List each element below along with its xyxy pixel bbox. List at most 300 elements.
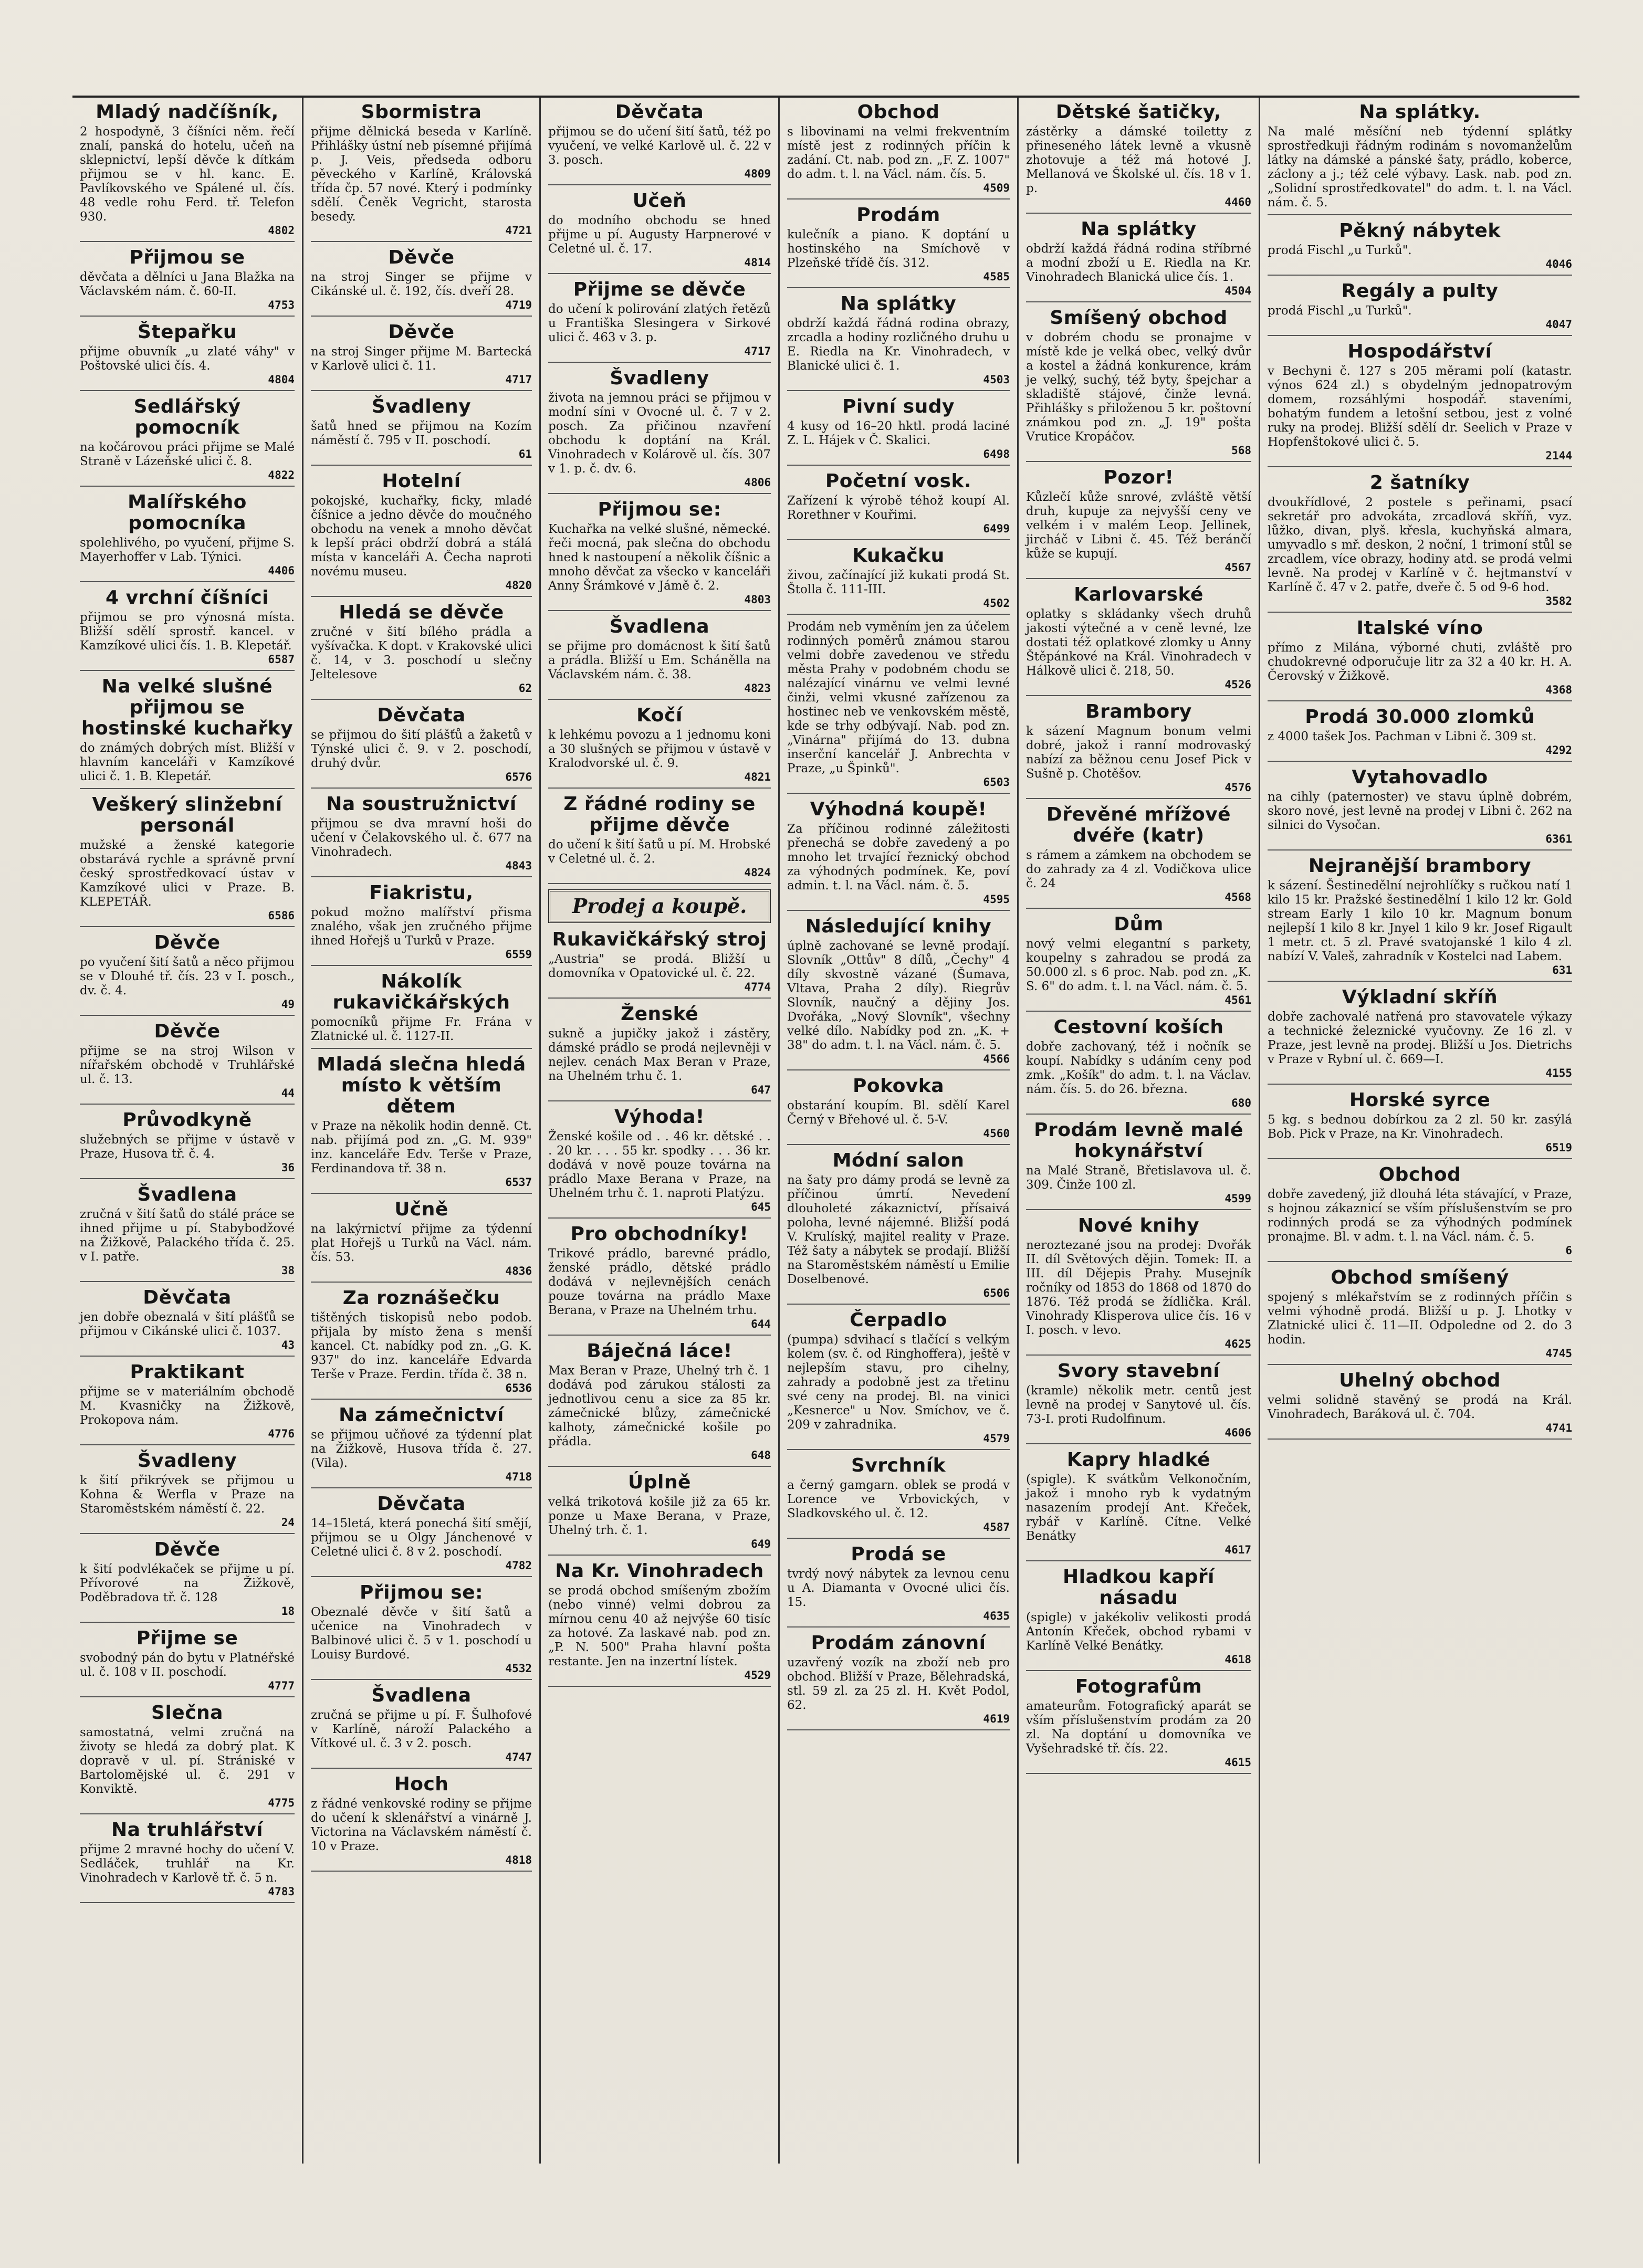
classified-ad xyxy=(548,368,771,494)
ad-number: 4599 xyxy=(1225,1192,1251,1205)
ad-text: přijme se na stroj Wilson v nířařském obchodě v Truhlářské ul. č. 13. xyxy=(80,1044,295,1086)
ad-title: Prodá 30.000 zlomků xyxy=(1305,706,1535,728)
ad-number: 24 xyxy=(281,1516,295,1529)
ad-text: na šaty pro dámy prodá se levně za příčinou úmrtí. Nevedení dlouholeté zákaznictví, přísaivá poloha, levné nájemné. Bližší podá V. Krulíský, majitel reality v Praze. Též šaty a nábytek se prodají. Bližší na Staroměstském náměstí u Emilie Doselbenové. xyxy=(787,1173,1010,1286)
classified-ad xyxy=(311,1494,532,1577)
ad-title: Učně xyxy=(394,1199,448,1220)
ad-text: po vyučení šití šatů a něco přijmou se v Dlouhé tř. čís. 23 v I. posch., dv. č. 4. xyxy=(80,956,295,998)
ad-title: Na splátky xyxy=(1081,218,1197,240)
classified-ad xyxy=(80,587,295,671)
ad-title: Hotelní xyxy=(382,470,461,492)
ad-title: Cestovní koších xyxy=(1053,1016,1224,1038)
ad-text: sukně a jupičky jakož i zástěry, dámské prádlo se prodá nejlevněji v nejlev. cenách Max Beran v Praze, na Uhelném trhu č. 1. xyxy=(548,1027,771,1083)
ad-number: 6503 xyxy=(983,776,1010,789)
ad-number: 568 xyxy=(1231,444,1251,457)
ad-title: Svrchník xyxy=(851,1455,946,1476)
ad-text: spojený s mlékařstvím se z rodinných příčin s velmi výhodně prodá. Bližší u p. J. Lhotky v Zlatnické ulici č. 11—II. Odpoledne od 2. do 3 hodin. xyxy=(1268,1290,1572,1347)
ad-text: (pumpa) sdvihací s tlačící s velkým kolem (sv. č. od Ringhoffera), ještě v nejlepším stavu, pro cihelny, zahrady a podobně jest za třetinu své ceny na prodej. Bl. na vinici „Kesnerce" u Nov. Smíchov, ve č. 209 v zahradnika. xyxy=(787,1333,1010,1432)
ad-number: 4615 xyxy=(1225,1756,1251,1769)
ad-number: 4824 xyxy=(744,866,771,879)
ad-number: 6537 xyxy=(505,1176,532,1189)
ad-text: (spigle) v jakékoliv velikosti prodá Antonín Křeček, obchod rybami v Karlíně Velké Benátky. xyxy=(1026,1611,1251,1653)
ad-title: Učeň xyxy=(632,190,687,212)
classified-ad xyxy=(548,1107,771,1219)
classified-ad xyxy=(548,1224,771,1336)
classified-ad xyxy=(80,1021,295,1105)
classified-ad xyxy=(787,1150,1010,1305)
ad-title: Přijme se děvče xyxy=(573,279,746,300)
ad-number: 4618 xyxy=(1225,1653,1251,1666)
ad-number: 4576 xyxy=(1225,781,1251,794)
classified-ad xyxy=(787,205,1010,288)
ad-text: a černý gamgarn. oblek se prodá v Lorence ve Vrbovických, v Sladkovského ul. č. 12. xyxy=(787,1478,1010,1520)
classified-ad xyxy=(311,883,532,966)
ad-number: 4823 xyxy=(744,682,771,695)
ad-number: 4803 xyxy=(744,593,771,606)
ad-number: 4775 xyxy=(268,1797,295,1809)
ad-title: Děvčata xyxy=(615,101,704,123)
ad-text: 4 kusy od 16–20 hktl. prodá laciné Z. L. Hájek v Č. Skalici. xyxy=(787,419,1010,447)
classified-ad xyxy=(548,794,771,884)
ad-number: 4753 xyxy=(268,299,295,311)
classified-ad xyxy=(1026,804,1251,909)
ad-title: Na Kr. Vinohradech xyxy=(555,1560,764,1582)
classified-ad xyxy=(548,191,771,274)
ad-title: Mladý nadčíšník, xyxy=(96,101,279,123)
ad-title: Sedlářský pomocník xyxy=(133,396,241,438)
ad-title: 4 vrchní číšníci xyxy=(105,587,269,608)
ad-text: „Austria" se prodá. Bližší u domovníka v Opatovické ul. č. 22. xyxy=(548,952,771,980)
ad-text: Max Beran v Praze, Uhelný trh č. 1 dodává pod zárukou stálosti za jednotlivou cenu a sice za 85 kr. zámečnické blůzy, zámečnické kalhoty, zámečnické košile po přádla. xyxy=(548,1364,771,1448)
ad-text: oplatky s skládanky všech druhů jakosti výtečné a v ceně levné, lze dostati též oplatkové zlomky u Anny Štěpánkové na Král. Vinohradech v Hálkově ulici č. 218, 50. xyxy=(1026,607,1251,678)
ad-title: Smíšený obchod xyxy=(1050,307,1228,329)
ad-title: Švadlena xyxy=(137,1184,237,1205)
ad-text: s libovinami na velmi frekventním místě jest z rodinných příčin k zadání. Ct. nab. pod zn. „F. Z. 1007" do adm. t. l. na Václ. nám. čís. 5. xyxy=(787,125,1010,181)
ad-number: 4745 xyxy=(1545,1347,1572,1360)
ad-number: 4046 xyxy=(1545,258,1572,270)
ad-title: Mladá slečna hledá místo k větším dětem xyxy=(317,1054,526,1117)
ad-column-2 xyxy=(304,98,541,2164)
ad-title: Ženské xyxy=(621,1003,698,1025)
classified-ad xyxy=(311,1405,532,1488)
ad-text: zručné v šití bílého prádla a vyšívačka. K dopt. v Krakovské ulici č. 14, v 3. poschodí u slečny Jeltelesove xyxy=(311,625,532,681)
classified-ad xyxy=(80,794,295,927)
ad-text: nový velmi elegantní s parkety, koupelny s zahradou se prodá za 50.000 zl. s 6 proc. Nab. pod zn. „K. S. 6" do adm. t. l. na Václ. nám. č. 5. xyxy=(1026,937,1251,993)
ad-number: 4836 xyxy=(505,1265,532,1277)
ad-title: Prodám levně malé hokynářství xyxy=(1034,1119,1243,1162)
classified-ad xyxy=(80,102,295,242)
ad-text: Kůzlečí kůže snrové, zvláště větší druh, kupuje za nejvyšší ceny ve velkém i v malém Leop. Jellinek, jircháč v Libni č. 45. Též beránčí kůže se kupují. xyxy=(1026,490,1251,561)
ad-title: Přijmou se: xyxy=(598,499,721,520)
ad-text: s rámem a zámkem na obchodem se do zahrady za 4 zl. Vodičkova ulice č. 24 xyxy=(1026,848,1251,890)
classified-ad xyxy=(1026,701,1251,799)
ad-number: 4741 xyxy=(1545,1422,1572,1434)
classified-ad xyxy=(548,499,771,611)
ad-text: prodá Fischl „u Turků". xyxy=(1268,304,1412,318)
ad-title: Slečna xyxy=(151,1702,223,1724)
classified-ad xyxy=(80,1703,295,1814)
ad-text: Obeznalé děvče v šití šatů a učenice na Vinohradech v Balbinové ulici č. 5 v 1. poschodí u Louisy Burdové. xyxy=(311,1605,532,1662)
classified-ad xyxy=(80,1184,295,1282)
ad-title: Prodám zánovní xyxy=(811,1632,986,1654)
ad-text: kulečník a piano. K doptání u hostinského na Smíchově v Plzeňské třídě čís. 312. xyxy=(787,228,1010,270)
classified-ad xyxy=(311,1199,532,1283)
classified-ad xyxy=(1026,308,1251,462)
classified-ad xyxy=(80,932,295,1016)
ad-text: děvčata a dělníci u Jana Blažka na Václavském nám. č. 60-II. xyxy=(80,270,295,298)
ad-title: Švadlena xyxy=(609,616,710,637)
ad-title: Nákolík rukavičkářských xyxy=(332,971,510,1013)
ad-text: přijmou se dva mravní hoši do učení v Čelakovského ul. č. 677 na Vinohradech. xyxy=(311,817,532,859)
classified-ad xyxy=(787,102,1010,200)
classified-ad xyxy=(80,1110,295,1179)
ad-number: 4047 xyxy=(1545,318,1572,331)
classified-ad xyxy=(787,1633,1010,1730)
classified-ad xyxy=(1026,467,1251,579)
ad-text: pokud možno malířství přisma znalého, však jen zručného přijme ihned Hořejš u Turků v Praze. xyxy=(311,906,532,948)
ad-number: 4718 xyxy=(505,1471,532,1483)
ad-title: Pivní sudy xyxy=(842,396,955,417)
ad-number: 4561 xyxy=(1225,994,1251,1006)
ad-title: Štepařku xyxy=(138,321,237,343)
ad-number: 644 xyxy=(751,1318,771,1330)
ad-text: přijme 2 mravné hochy do učení V. Sedláček, truhlář na Kr. Vinohradech v Karlově tř. č. 5 n. xyxy=(80,1843,295,1885)
ad-title: Na splátky xyxy=(840,293,957,314)
ad-text: na stroj Singer se přijme v Cikánské ul. č. 192, čís. dveří 28. xyxy=(311,270,532,298)
ad-title: Následující knihy xyxy=(805,916,992,937)
ad-text: k šití přikrývek se přijmou u Kohna & Werfla v Praze na Staroměstském náměstí č. 22. xyxy=(80,1474,295,1516)
ad-title: Na zámečnictví xyxy=(339,1404,504,1426)
ad-title: Regály a pulty xyxy=(1341,280,1499,302)
ad-text: obdrží každá řádná rodina stříbrné a modní zboží u E. Riedla na Kr. Vinohradech Blanická ulice čís. 1. xyxy=(1026,242,1251,284)
classified-ad xyxy=(311,396,532,466)
ad-title: Rukavičkářský stroj xyxy=(552,929,767,950)
ad-number: 4619 xyxy=(983,1713,1010,1725)
ad-title: Přijmou se: xyxy=(360,1582,483,1603)
ad-title: Fiakristu, xyxy=(369,882,474,904)
ad-text: jen dobře obeznalá v šití plášťů se přijmou v Cikánské ulici č. 1037. xyxy=(80,1310,295,1338)
ad-title: Hladkou kapří násadu xyxy=(1063,1566,1215,1609)
classified-ad xyxy=(80,396,295,487)
classified-ad xyxy=(787,1310,1010,1450)
ad-column-1 xyxy=(72,98,304,2164)
classified-ad xyxy=(80,1628,295,1697)
ad-number: 62 xyxy=(518,682,532,695)
classified-ad xyxy=(1026,1567,1251,1671)
ad-title: Obchod smíšený xyxy=(1331,1267,1509,1288)
ad-title: Švadleny xyxy=(137,1450,237,1472)
ad-text: spolehlivého, po vyučení, přijme S. Mayerhoffer v Lab. Týnici. xyxy=(80,536,295,564)
ad-number: 4529 xyxy=(744,1669,771,1682)
ad-title: Nové knihy xyxy=(1077,1215,1200,1236)
classified-ad xyxy=(1268,102,1572,215)
classified-ad xyxy=(1026,1120,1251,1210)
ad-text: obdrží každá řádná rodina obrazy, zrcadla a hodiny rozličného druhu u E. Riedla na Kr. Vinohradech, v Blanické ulici č. 1. xyxy=(787,317,1010,373)
ad-number: 36 xyxy=(281,1161,295,1174)
ad-text: se přijmou učňové za týdenní plat na Žižkově, Husova třída č. 27. (Vila). xyxy=(311,1428,532,1470)
ad-number: 6499 xyxy=(983,522,1010,535)
ad-text: zástěrky a dámské toiletty z přineseného látek levně a vkusně zhotovuje a též má hotové J. Mellanová ve Školské ul. čís. 18 v 1. p. xyxy=(1026,125,1251,195)
ad-number: 4809 xyxy=(744,167,771,180)
ad-number: 4155 xyxy=(1545,1067,1572,1079)
classified-ad xyxy=(311,1054,532,1194)
ad-text: se přijme pro domácnost k šití šatů a prádla. Bližší u Em. Schánělla na Václavském nám. č. 38. xyxy=(548,639,771,681)
ad-title: Kočí xyxy=(636,705,683,726)
ad-title: Výhoda! xyxy=(614,1106,705,1128)
ad-number: 4717 xyxy=(505,373,532,386)
classified-ad xyxy=(80,676,295,789)
ad-number: 61 xyxy=(518,448,532,460)
ad-title: Početní vosk. xyxy=(825,470,972,492)
ad-title: Prodám xyxy=(856,204,940,226)
ad-number: 4566 xyxy=(983,1053,1010,1065)
ad-title: Hledá se děvče xyxy=(339,602,504,623)
ad-number: 4406 xyxy=(268,564,295,577)
classified-ad xyxy=(548,705,771,789)
ad-text: (spigle). K svátkům Velkonočním, jakož i mnoho ryb k vydatným nasazením prodejí Ant. Křeček, rybář v Karlíně. Cítne. Velké Benátky xyxy=(1026,1473,1251,1543)
ad-number: 4292 xyxy=(1545,744,1572,757)
classified-ad xyxy=(1268,856,1572,982)
ad-number: 4747 xyxy=(505,1751,532,1763)
ad-text: v dobrém chodu se pronajme v místě kde je velká obec, velký dvůr a kostel a žádná konkurence, krám je velký, suchý, též byty, špejchar a skladiště stájové, činže levná. Přihlášky s přiloženou 5 kr. poštovní známkou pod zn. „J. 19" pošta Vrutice Kropáčov. xyxy=(1026,331,1251,444)
ad-number: 4579 xyxy=(983,1432,1010,1445)
ad-title: Švadleny xyxy=(610,368,709,389)
classified-ad xyxy=(1268,1267,1572,1365)
ad-title: Děvčata xyxy=(377,1493,466,1515)
ad-text: na Malé Straně, Břetislavova ul. č. 309. Činže 100 zl. xyxy=(1026,1164,1251,1192)
classified-ad xyxy=(787,916,1010,1070)
ad-column-6 xyxy=(1260,98,1579,2164)
ad-title: Děvče xyxy=(388,321,455,343)
ad-title: Pěkný nábytek xyxy=(1339,220,1501,242)
classified-ad xyxy=(1026,1450,1251,1561)
ad-number: 4587 xyxy=(983,1521,1010,1534)
ad-text: zručná se přijme u pí. F. Šulhofové v Karlíně, nároží Palackého a Vítkové ul. č. 3 v 2. posch. xyxy=(311,1708,532,1750)
ad-number: 648 xyxy=(751,1449,771,1462)
ad-number: 4717 xyxy=(744,345,771,358)
ad-number: 4820 xyxy=(505,579,532,592)
ad-title: Malířského pomocníka xyxy=(128,491,247,534)
ad-number: 4719 xyxy=(505,299,532,311)
ad-column-3 xyxy=(541,98,780,2164)
classified-ad xyxy=(80,322,295,391)
ad-number: 49 xyxy=(281,998,295,1011)
ad-title: Na velké slušné přijmou se hostinské kuchařky xyxy=(81,676,294,739)
ad-number: 6536 xyxy=(505,1382,532,1394)
classified-ad xyxy=(1268,1370,1572,1440)
ad-title: Za roznášečku xyxy=(342,1287,500,1309)
classified-ad xyxy=(311,794,532,877)
ad-title: Prodá se xyxy=(851,1544,946,1565)
ad-number: 6576 xyxy=(505,771,532,783)
classified-ad xyxy=(1268,1090,1572,1159)
ad-title: Čerpadlo xyxy=(850,1309,947,1331)
classified-ad xyxy=(548,1004,771,1101)
classified-ad xyxy=(548,1561,771,1687)
ad-number: 4776 xyxy=(268,1427,295,1440)
ad-title: Kukačku xyxy=(852,545,945,566)
ad-text: neroztezané jsou na prodej: Dvořák II. díl Světových dějin. Tomek: II. a III. díl Dějepis Prahy. Musejník ročníky od 1853 do 1868 od 1870 do 1876. Též prodá se žídlička. Král. Vinohrady Klisperova ulice čís. 16 v I. posch. v levo. xyxy=(1026,1238,1251,1337)
ad-title: Dětské šatičky, xyxy=(1055,101,1222,123)
ad-text: Za příčinou rodinné záležitosti přenechá se dobře zavedený a po mnoho let trvající řeznický obchod za výhodných podmínek. Ke, poví admin. t. l. na Václ. nám. č. 5. xyxy=(787,822,1010,892)
ad-title: Děvče xyxy=(154,932,221,953)
classified-ad xyxy=(1268,1164,1572,1262)
classified-ad xyxy=(1268,281,1572,336)
classified-ad xyxy=(548,929,771,999)
ad-text: dobře zachovaný, též i nočník se koupí. Nabídky s udáním ceny pod zmk. „Košík" do adm. t. l. na Václav. nám. čís. 5. do 26. března. xyxy=(1026,1040,1251,1096)
ad-number: 4560 xyxy=(983,1127,1010,1140)
ad-number: 4806 xyxy=(744,476,771,489)
ad-text: na kočárovou práci přijme se Malé Straně v Lázeňské ulici č. 8. xyxy=(80,440,295,468)
ad-text: v Bechyni č. 127 s 205 měrami polí (katastr. výnos 624 zl.) s obydelným jednopatrovým domem, rozsáhlými hospodář. staveními, bohatým fundem a letošní setbou, jest z volné ruky na prodej. Bližší sdělí dr. Seelich v Praze v Hopfenštokové ulici č. 5. xyxy=(1268,364,1572,449)
classified-ad xyxy=(80,1451,295,1534)
ad-number: 4532 xyxy=(505,1662,532,1675)
ad-number: 680 xyxy=(1231,1097,1251,1109)
ad-number: 4606 xyxy=(1225,1426,1251,1439)
classified-ad xyxy=(311,705,532,789)
ad-title: Praktikant xyxy=(130,1361,245,1383)
ad-title: Svory stavební xyxy=(1057,1360,1220,1382)
ad-number: 4782 xyxy=(505,1559,532,1572)
ad-title: Hospodářství xyxy=(1347,341,1492,362)
ad-title: Průvodkyně xyxy=(122,1109,252,1131)
ad-text: přímo z Milána, výborné chuti, zvláště pro chudokrevné odporučuje litr za 32 a 40 kr. H. A. Čerovský v Žižkově. xyxy=(1268,641,1572,683)
ad-text: služebných se přijme v ústavě v Praze, Husova tř. č. 4. xyxy=(80,1133,295,1161)
ad-title: Nejranější brambory xyxy=(1308,855,1532,877)
ad-number: 647 xyxy=(751,1084,771,1096)
ad-title: Obchod xyxy=(1378,1164,1461,1185)
ad-number: 6 xyxy=(1565,1244,1572,1257)
ad-title: Děvče xyxy=(154,1021,221,1042)
ad-text: pomocníků přijme Fr. Frána v Zlatnické ul. č. 1127-II. xyxy=(311,1015,532,1043)
ad-title: Úplně xyxy=(628,1472,691,1493)
ad-number: 43 xyxy=(281,1339,295,1351)
ad-title: Módní salon xyxy=(832,1150,965,1171)
ad-text: amateurům. Fotografický aparát se vším příslušenstvím prodám za 20 zl. Na doptání u domovníka ve Vyšehradské tř. čís. 22. xyxy=(1026,1699,1251,1756)
ad-title: 2 šatníky xyxy=(1369,472,1470,494)
classified-ad xyxy=(787,1455,1010,1539)
ad-text: šatů hned se přijmou na Kozím náměstí č. 795 v II. poschodí. xyxy=(311,419,532,447)
ad-text: Na malé měsíční neb týdenní splátky sprostředkuji řádným rodinám s novomanželům látky na dámské a pánské šaty, prádlo, koberce, záclony a j.; též celé výbavy. Lask. nab. pod zn. „Solidní sprostředkovatel" do adm. t. l. na Václ. nám. č. 5. xyxy=(1268,125,1572,209)
ad-text: tvrdý nový nábytek za levnou cenu u A. Diamanta v Ovocné ulici čís. 15. xyxy=(787,1567,1010,1609)
classified-ad xyxy=(80,1539,295,1623)
ad-number: 631 xyxy=(1552,964,1572,976)
ad-title: Horské syrce xyxy=(1349,1089,1491,1111)
ad-number: 4617 xyxy=(1225,1544,1251,1556)
classified-ad xyxy=(311,971,532,1049)
ad-text: pokojské, kuchařky, ficky, mladé číšnice a jedno děvče do moučného obchodu na venek a mnoho děvčat k lepší práci obdrží dobrá a stálá místa v kanceláři A. Čecha naproti novému museu. xyxy=(311,494,532,579)
ad-text: obstarání koupím. Bl. sdělí Karel Černý v Břehové ul. č. 5-V. xyxy=(787,1099,1010,1127)
ad-title: Hoch xyxy=(394,1773,449,1795)
ad-text: přijmou se pro výnosná místa. Bližší sdělí sprostř. kancel. v Kamzíkové ulici čís. 1. B. Klepetář. xyxy=(80,611,295,653)
ad-title: Pozor! xyxy=(1103,467,1174,488)
classified-ad xyxy=(311,602,532,700)
classified-ad xyxy=(1268,987,1572,1085)
classified-ad xyxy=(1026,1676,1251,1774)
classified-ad xyxy=(80,1287,295,1357)
ad-text: Ženské košile od . . 46 kr. dětské . . . 20 kr. . . . 55 kr. spodky . . . 36 kr. dodává v nově pouze továrna na prádlo Maxe Berana v Praze, na Uhelném trhu č. 1. naproti Platýzu. xyxy=(548,1130,771,1200)
ad-number: 649 xyxy=(751,1538,771,1550)
classified-ad xyxy=(1026,1215,1251,1356)
ad-number: 4821 xyxy=(744,771,771,783)
ad-text: dobře zachovalé natřená pro stavovatele výkazy a technické železnické vyučovny. Ze 16 zl. v Praze, jest levně na prodej. Bližší u Jos. Dietrichs v Praze v Rybní ul. č. 669—I. xyxy=(1268,1010,1572,1066)
ad-number: 4818 xyxy=(505,1854,532,1866)
ad-number: 4783 xyxy=(268,1885,295,1898)
ad-title: Přijme se xyxy=(136,1628,238,1649)
ad-title: Děvče xyxy=(388,247,455,268)
ad-title: Dřevěné mřížové dvéře (katr) xyxy=(1046,804,1231,846)
ad-text: v Praze na několik hodin denně. Ct. nab. přijímá pod zn. „G. M. 939" inz. kanceláře Edv. Terše v Praze, Ferdinandova tř. 38 n. xyxy=(311,1119,532,1175)
ad-text: k sázení. Šestinedělní nejrohlíčky s ručkou natí 1 kilo 15 kr. Pražské šestinedělní 1 kilo 12 kr. Gold stream Early 1 kilo 10 kr. Magnum bonum nejlepší 1 kilo 8 kr. Jnyel 1 kilo 9 kr. Josef Rigault 1 metr. ct. 5 zl. Pravé svatojanské 1 kilo 4 zl. nabízí V. Valeš, zahradník v Kostelci nad Labem. xyxy=(1268,879,1572,963)
ad-number: 4802 xyxy=(268,224,295,237)
ad-number: 4526 xyxy=(1225,678,1251,691)
classified-ad xyxy=(548,1341,771,1467)
ad-title: Báječná láce! xyxy=(587,1340,732,1362)
ad-text: přijme se v materiálním obchodě M. Kvasničky na Žižkově, Prokopova nám. xyxy=(80,1385,295,1427)
ad-title: Na truhlářství xyxy=(111,1819,263,1841)
ad-title: Děvčata xyxy=(377,705,466,726)
ad-number: 4595 xyxy=(983,893,1010,906)
ad-number: 4585 xyxy=(983,270,1010,283)
classified-ad xyxy=(1026,219,1251,302)
ad-title: Přijmou se xyxy=(129,247,245,268)
ad-title: Pokovka xyxy=(852,1075,945,1097)
ad-column-4 xyxy=(780,98,1019,2164)
ad-number: 4774 xyxy=(744,981,771,993)
ad-text: zručná v šití šatů do stálé práce se ihned přijme u pí. Stabybodžové na Žižkově, Palackého třída č. 25. v I. patře. xyxy=(80,1208,295,1264)
classified-ad xyxy=(787,1076,1010,1145)
ad-number: 645 xyxy=(751,1201,771,1213)
ad-text: do známých dobrých míst. Bližší v hlavním kanceláři v Kamzíkové ulici č. 1. B. Klepetář. xyxy=(80,741,295,783)
classified-ad xyxy=(80,247,295,317)
ad-number: 4822 xyxy=(268,469,295,481)
classified-ad xyxy=(311,102,532,242)
ad-number: 4503 xyxy=(983,373,1010,386)
ad-number: 6506 xyxy=(983,1287,1010,1299)
ad-number: 4502 xyxy=(983,597,1010,610)
ad-number: 18 xyxy=(281,1605,295,1618)
ad-text: přijmou se do učení šití šatů, též po vyučení, ve velké Karlově ul. č. 22 v 3. posch. xyxy=(548,125,771,167)
ad-text: svobodný pán do bytu v Platnéřské ul. č. 108 v II. poschodí. xyxy=(80,1651,295,1679)
classified-ad xyxy=(787,799,1010,911)
ad-title: Karlovarské xyxy=(1074,584,1204,605)
classified-ad xyxy=(787,471,1010,540)
ad-title: Pro obchodníky! xyxy=(570,1223,749,1245)
ad-text: se prodá obchod smíšeným zbožím (nebo vinné) velmi dobrou za mírnou cenu 40 až nejvýše 60 tisíc za hotové. Za laskavé nab. pod zn. „P. N. 500" Praha hlavní pošta restante. Jen na inzertní lístek. xyxy=(548,1584,771,1668)
ad-number: 4814 xyxy=(744,256,771,269)
ad-text: velmi solidně stavěný se prodá na Král. Vinohradech, Baráková ul. č. 704. xyxy=(1268,1393,1572,1421)
classified-ad xyxy=(548,279,771,363)
ad-number: 6519 xyxy=(1545,1141,1572,1154)
ad-number: 6559 xyxy=(505,948,532,961)
ad-title: Italské víno xyxy=(1356,617,1483,639)
ad-column-5 xyxy=(1019,98,1260,2164)
classified-ad xyxy=(787,1544,1010,1628)
ad-title: Brambory xyxy=(1085,701,1192,722)
ad-title: Z řádné rodiny se přijme děvče xyxy=(563,793,756,836)
ad-text: se přijmou do šití plášťů a žaketů v Týnské ulici č. 9. v 2. poschodí, druhý dvůr. xyxy=(311,728,532,770)
ad-title: Děvče xyxy=(154,1539,221,1560)
classified-ad xyxy=(1026,1361,1251,1444)
ad-number: 2144 xyxy=(1545,449,1572,462)
ad-text: 2 hospodyně, 3 číšníci něm. řečí znalí, panská do hotelu, učeň na sklepnictví, lepší děvče k dítkám přijmou se v hl. kanc. E. Pavlíkovského ve Spálené ul. čís. 48 vedle rohu Ferd. tř. Telefon 930. xyxy=(80,125,295,224)
ad-number: 6498 xyxy=(983,448,1010,460)
ad-text: z 4000 tašek Jos. Pachman v Libni č. 309 st. xyxy=(1268,730,1537,743)
ad-number: 4509 xyxy=(983,182,1010,194)
ad-number: 4568 xyxy=(1225,891,1251,904)
ad-text: uzavřený vozík na zboží neb pro obchod. Bližší v Praze, Bělehradská, stl. 59 zl. za 25 zl. H. Květ Podol, 62. xyxy=(787,1656,1010,1712)
ad-number: 4777 xyxy=(268,1679,295,1692)
